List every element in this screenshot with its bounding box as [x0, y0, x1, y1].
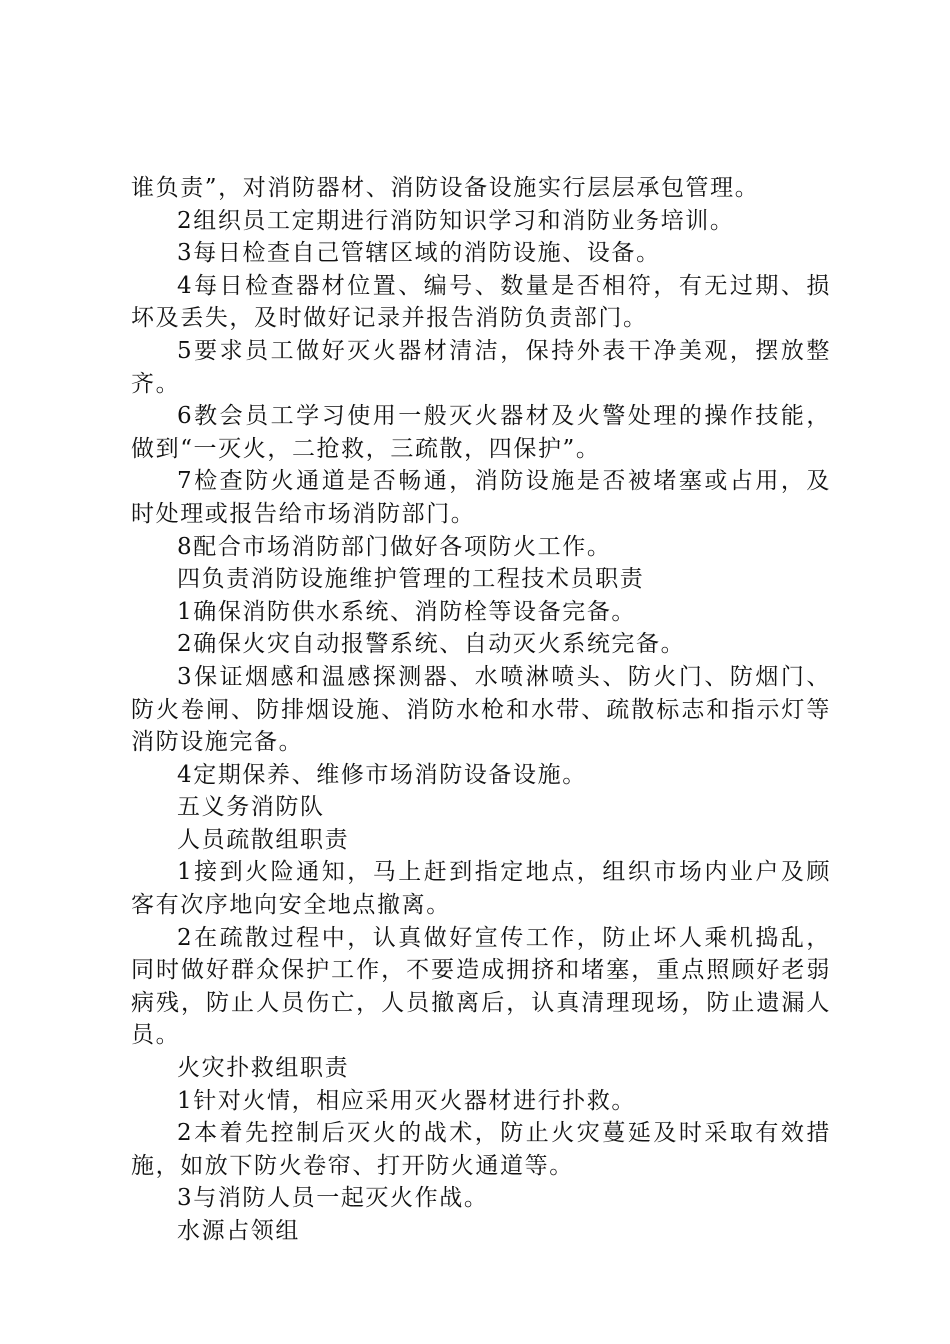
paragraph: 3每日检查自己管辖区域的消防设施、设备。 [177, 240, 661, 267]
subsection-heading: 人员疏散组职责 [177, 826, 350, 853]
paragraph: 2在疏散过程中，认真做好宣传工作，防止坏人乘机捣乱，同时做好群众保护工作，不要造成拥挤和堵塞，重点照顾好老弱病残，防止人员伤亡，人员撤离后，认真清理现场，防止遗漏人员。 [131, 924, 831, 1049]
paragraph: 谁负责”，对消防器材、消防设备设施实行层层承包管理。 [131, 175, 760, 201]
paragraph: 2组织员工定期进行消防知识学习和消防业务培训。 [177, 207, 735, 234]
paragraph: 6教会员工学习使用一般灭火器材及火警处理的操作技能，做到“一灭火，二抢救，三疏散，四保护”。 [131, 403, 831, 462]
paragraph: 2确保火灾自动报警系统、自动灭火系统完备。 [177, 631, 686, 658]
paragraph: 3保证烟感和温感探测器、水喷淋喷头、防火门、防烟门、防火卷闸、防排烟设施、消防水枪和水带、疏散标志和指示灯等消防设施完备。 [131, 663, 831, 756]
subsection-heading: 水源占领组 [177, 1218, 300, 1244]
document-body [131, 172, 831, 1248]
subsection-heading: 火灾扑救组职责 [177, 1055, 350, 1082]
paragraph: 1接到火险通知，马上赶到指定地点，组织市场内业户及顾客有次序地向安全地点撤离。 [131, 859, 831, 919]
section-heading: 五义务消防队 [177, 794, 325, 821]
paragraph: 7检查防火通道是否畅通，消防设施是否被堵塞或占用，及时处理或报告给市场消防部门。 [131, 468, 831, 527]
paragraph: 1确保消防供水系统、消防栓等设备完备。 [177, 598, 637, 625]
paragraph: 1针对火情，相应采用灭火器材进行扑救。 [177, 1087, 637, 1114]
paragraph: 3与消防人员一起灭火作战。 [177, 1185, 489, 1212]
paragraph: 4定期保养、维修市场消防设备设施。 [177, 761, 587, 788]
section-heading: 四负责消防设施维护管理的工程技术员职责 [177, 566, 645, 593]
paragraph: 4每日检查器材位置、编号、数量是否相符，有无过期、损坏及丢失，及时做好记录并报告消防负责部门。 [131, 272, 831, 332]
paragraph: 5要求员工做好灭火器材清洁，保持外表干净美观，摆放整齐。 [131, 337, 831, 397]
paragraph: 2本着先控制后灭火的战术，防止火灾蔓延及时采取有效措施，如放下防火卷帘、打开防火通道等。 [131, 1120, 831, 1179]
paragraph: 8配合市场消防部门做好各项防火工作。 [177, 533, 612, 560]
